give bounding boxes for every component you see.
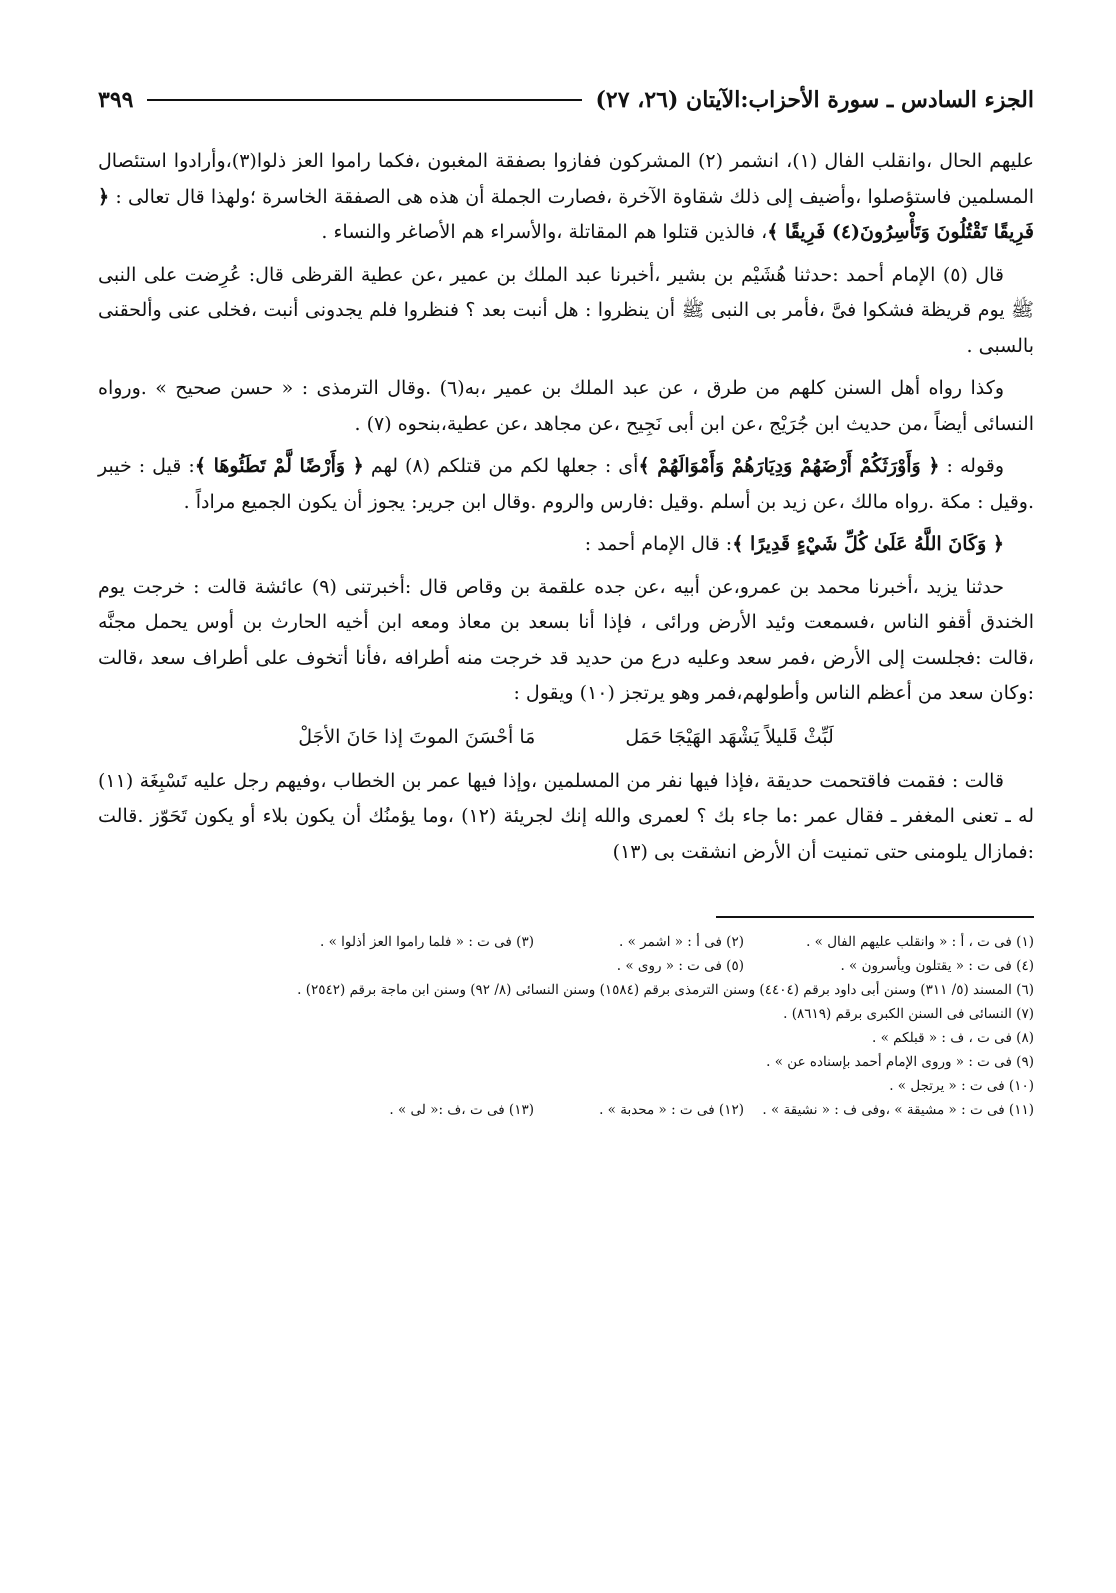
poetry-verse bbox=[98, 719, 1034, 755]
book-page bbox=[98, 78, 1034, 1538]
header-title: الجزء السادس ـ سورة الأحزاب:الآيتان (٢٦، ٢٧) bbox=[595, 87, 1034, 113]
footnote-11: (١١) فى ت : « مشيقة » ،وفى ف : « نشيقة » . bbox=[762, 1102, 1034, 1118]
footnote-9: (٩) فى ت : « وروى الإمام أحمد بإسناده عن » . bbox=[766, 1054, 1034, 1070]
footnote-2: (٢) فى أ : « اشمر » . bbox=[619, 934, 744, 950]
paragraph-1-text-a: عليهم الحال ،وانقلب الفال (١)، انشمر (٢) المشركون ففازوا بصفقة المغبون ،فكما راموا العز ذلوا(٣)،وأرادوا استئصال المسلمين فاستؤصلوا ،وأضيف إلى ذلك شقاوة الآخرة ،فصارت الجملة أن هذه هى الصفقة الخاسرة ؛ولهذا قال تعالى : bbox=[98, 150, 1034, 208]
running-header bbox=[98, 78, 1034, 122]
footnote-row-11 bbox=[98, 1098, 1034, 1122]
main-text bbox=[98, 144, 1034, 870]
quran-quote-2: ﴿ وَأَوْرَثَكُمْ أَرْضَهُمْ وَدِيَارَهُمْ وَأَمْوَالَهُمْ ﴾ bbox=[638, 455, 940, 477]
footnote-12: (١٢) فى ت : « محدبة » . bbox=[599, 1102, 744, 1118]
footnote-6: (٦) المسند (٥/ ٣١١) وسنن أبى داود برقم (٤٤٠٤) وسنن الترمذى برقم (١٥٨٤) وسنن النسائى (٨/ ٩٢) وسنن ابن ماجة برقم (٢٥٤٢) . bbox=[297, 982, 1034, 998]
paragraph-4-text-b: أى : جعلها لكم من قتلكم (٨) لهم bbox=[363, 455, 639, 477]
paragraph-1 bbox=[98, 144, 1034, 251]
footnote-3: (٣) فى ت : « فلما راموا العز أذلوا » . bbox=[320, 934, 534, 950]
footnote-7: (٧) النسائى فى السنن الكبرى برقم (٨٦١٩) . bbox=[783, 1006, 1034, 1022]
quran-quote-1: ﴿ فَرِيقًا تَقْتُلُونَ وَتَأْسِرُونَ(٤) فَرِيقًا ﴾ bbox=[98, 185, 1034, 243]
paragraph-2: قال (٥) الإمام أحمد :حدثنا هُشَيْم بن بشير ،أخبرنا عبد الملك بن عمير ،عن عطية القرظى قال: عُرِضت على النبى ﷺ يوم قريظة فشكوا فىَّ ،فأمر بى النبى ﷺ أن ينظروا : هل أنبت بعد ؟ فنظروا فلم يجدونى أنبت ،فخلى عنى وألحقنى بالسبى . bbox=[98, 263, 1034, 357]
paragraph-4-text-a: وقوله : bbox=[939, 455, 1005, 477]
verse-first-hemistich: لَبِّثْ قَليلاً يَشْهَد الهَيْجَا حَمَل bbox=[625, 725, 834, 748]
footnote-1: (١) فى ت ، أ : « وانقلب عليهم الفال » . bbox=[806, 934, 1034, 950]
paragraph-5-text: : قال الإمام أحمد : bbox=[584, 533, 733, 555]
page-number: ٣٩٩ bbox=[98, 87, 134, 113]
paragraph-3: وكذا رواه أهل السنن كلهم من طرق ، عن عبد الملك بن عمير ،به(٦) .وقال الترمذى : « حسن صحيح » .ورواه النسائى أيضاً ،من حديث ابن جُرَيْج ،عن ابن أبى نَجِيح ،عن مجاهد ،عن عطية،بنحوه (٧) . bbox=[98, 377, 1034, 435]
verse-second-hemistich: مَا أحْسَنَ الموتَ إذا حَانَ الأجَلْ bbox=[298, 725, 536, 748]
quran-quote-4: ﴿ وَكَانَ اللَّهُ عَلَىٰ كُلِّ شَيْءٍ قَدِيرًا ﴾ bbox=[732, 533, 1004, 555]
paragraph-7: قالت : فقمت فاقتحمت حديقة ،فإذا فيها نفر من المسلمين ،وإذا فيها عمر بن الخطاب ،وفيهم رجل عليه تَسْبِغَة (١١) له ـ تعنى المغفر ـ فقال عمر :ما جاء بك ؟ لعمرى والله إنك لجريئة (١٢) ،وما يؤمنُك أن يكون بلاء أو يكون تَحَوّز .قالت :فمازال يلومنى حتى تمنيت أن الأرض انشقت بى (١٣) bbox=[98, 769, 1034, 863]
paragraph-5 bbox=[98, 527, 1034, 563]
paragraph-4 bbox=[98, 449, 1034, 520]
header-rule bbox=[147, 99, 581, 101]
footnote-10: (١٠) فى ت : « يرتجل » . bbox=[889, 1078, 1034, 1094]
footnote-separator bbox=[716, 916, 1034, 918]
footnote-5: (٥) فى ت : « روى » . bbox=[616, 958, 744, 974]
paragraph-6: حدثنا يزيد ،أخبرنا محمد بن عمرو،عن أبيه ،عن جده علقمة بن وقاص قال :أخبرتنى (٩) عائشة قالت : خرجت يوم الخندق أقفو الناس ،فسمعت وئيد الأرض ورائى ، فإذا أنا بسعد بن معاذ ومعه ابن أخيه الحارث بن أوس يحمل مجنَّه ،قالت :فجلست إلى الأرض ،فمر سعد وعليه درع من حديد قد خرجت منه أطرافه ،فأنا أتخوف على أطراف سعد ،قالت :وكان سعد من أعظم الناس وأطولهم،فمر وهو يرتجز (١٠) ويقول : bbox=[98, 575, 1034, 704]
footnotes bbox=[98, 930, 1034, 1122]
paragraph-1-text-b: ، فالذين قتلوا هم المقاتلة ،والأسراء هم الأصاغر والنساء . bbox=[321, 221, 768, 243]
footnote-13: (١٣) فى ت ،ف :« لى » . bbox=[389, 1102, 534, 1118]
paragraph-4-text-c: : قيل : خيبر .وقيل : مكة .رواه مالك ،عن زيد بن أسلم .وقيل :فارس والروم .وقال ابن جرير: يجوز أن يكون الجميع مراداً . bbox=[98, 455, 1034, 513]
footnote-row-1 bbox=[98, 930, 1034, 954]
footnote-row-2 bbox=[98, 954, 1034, 978]
quran-quote-3: ﴿ وَأَرْضًا لَّمْ تَطَئُوهَا ﴾ bbox=[194, 455, 364, 477]
footnote-8: (٨) فى ت ، ف : « قبلكم » . bbox=[872, 1030, 1034, 1046]
footnote-4: (٤) فى ت : « يقتلون ويأسرون » . bbox=[840, 958, 1034, 974]
